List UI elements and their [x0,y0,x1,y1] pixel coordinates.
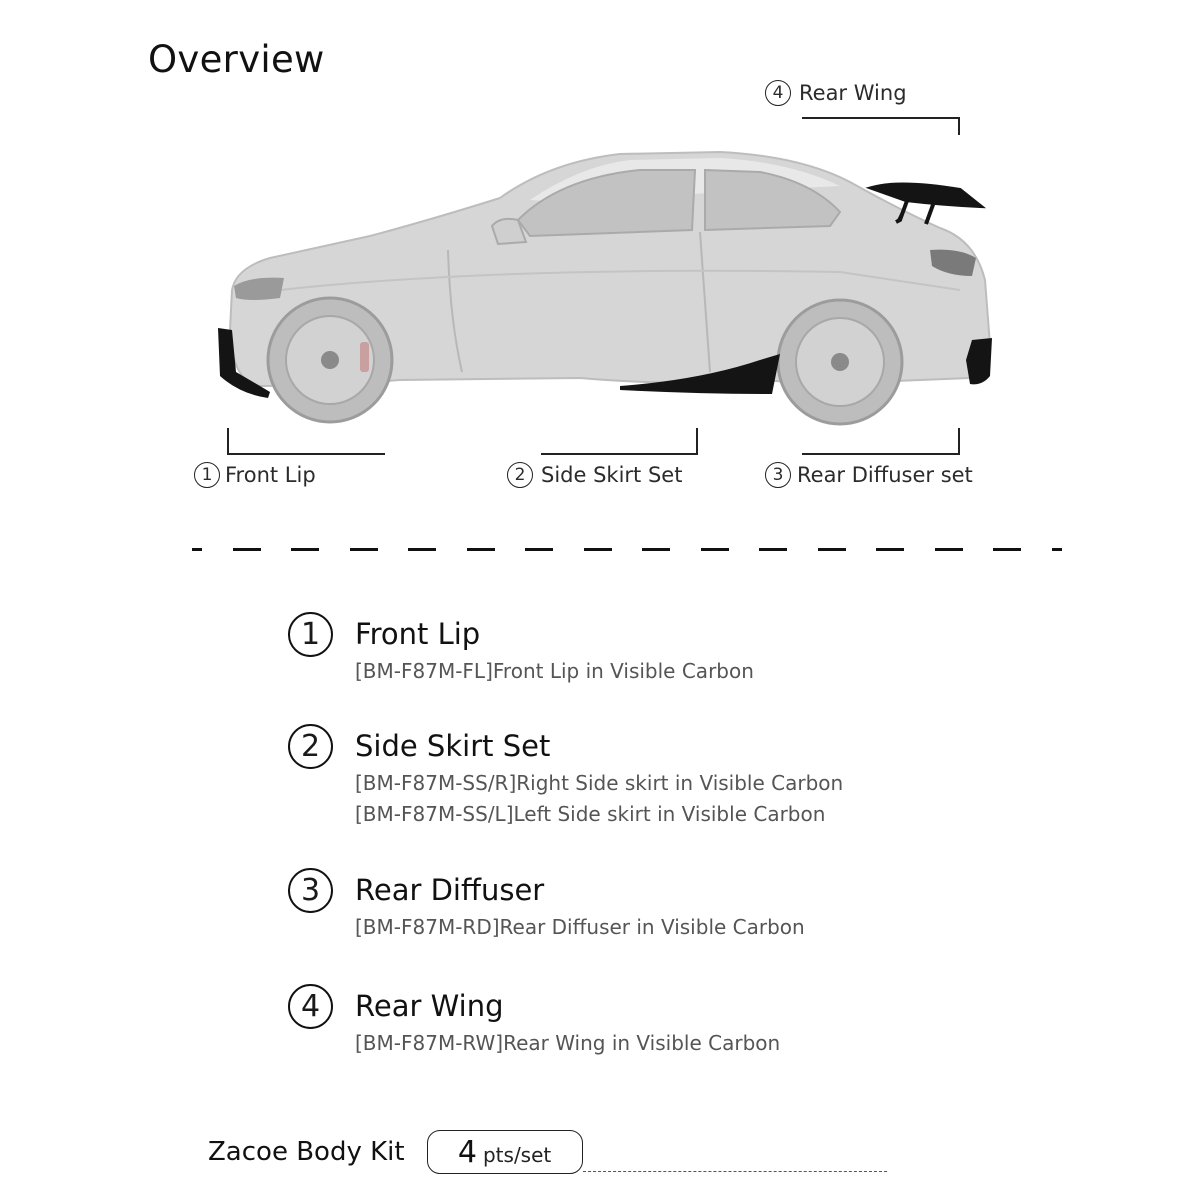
part-number: 4 [288,984,333,1029]
part-rear-wing [288,988,780,1059]
front-wheel [268,298,392,422]
leader-rear-diffuser-v [958,428,960,454]
callout-label: Side Skirt Set [541,463,683,487]
part-code: [BM-F87M-RW]Rear Wing in Visible Carbon [355,1031,781,1055]
kit-summary [208,1130,887,1174]
kit-label: Zacoe Body Kit [208,1137,405,1167]
callout-number: 1 [194,462,220,488]
callout-front-lip [194,462,316,488]
rear-wheel [778,300,902,424]
callout-label: Rear Diffuser set [797,463,973,487]
part-name: Rear Wing [355,989,504,1023]
part-front-lip [288,616,754,687]
kit-unit: pts/set [482,1143,552,1167]
part-number: 2 [288,724,333,769]
leader-rear-wing-v [958,117,960,135]
car-illustration [200,140,1000,430]
part-code: [BM-F87M-SS/L]Left Side skirt in Visible Carbon [355,802,826,826]
callout-label: Rear Wing [799,81,907,105]
leader-side-skirt-h [541,453,698,455]
part-number: 3 [288,868,333,913]
page-title: Overview [148,38,325,81]
leader-rear-diffuser-h [802,453,960,455]
part-name: Side Skirt Set [355,729,551,763]
callout-number: 2 [507,462,533,488]
callout-number: 4 [765,80,791,106]
part-name: Front Lip [355,617,481,651]
callout-rear-diffuser [765,462,973,488]
leader-front-lip-v [227,428,229,454]
part-name: Rear Diffuser [355,873,545,907]
callout-label: Front Lip [225,463,316,487]
callout-side-skirt [507,462,682,488]
leader-rear-wing-h [802,117,960,119]
section-divider [192,548,1062,551]
part-side-skirt-set [288,728,843,830]
part-rear-diffuser [288,872,805,943]
callout-rear-wing [765,80,907,106]
kit-count: 4 [457,1134,477,1170]
leader-front-lip-h [227,453,385,455]
part-code: [BM-F87M-FL]Front Lip in Visible Carbon [355,659,754,683]
part-code: [BM-F87M-SS/R]Right Side skirt in Visible Carbon [355,771,844,795]
part-number: 1 [288,612,333,657]
part-code: [BM-F87M-RD]Rear Diffuser in Visible Carbon [355,915,805,939]
kit-count-badge [427,1130,583,1174]
callout-number: 3 [765,462,791,488]
kit-dashed-line [583,1171,887,1172]
leader-side-skirt-v [696,428,698,454]
